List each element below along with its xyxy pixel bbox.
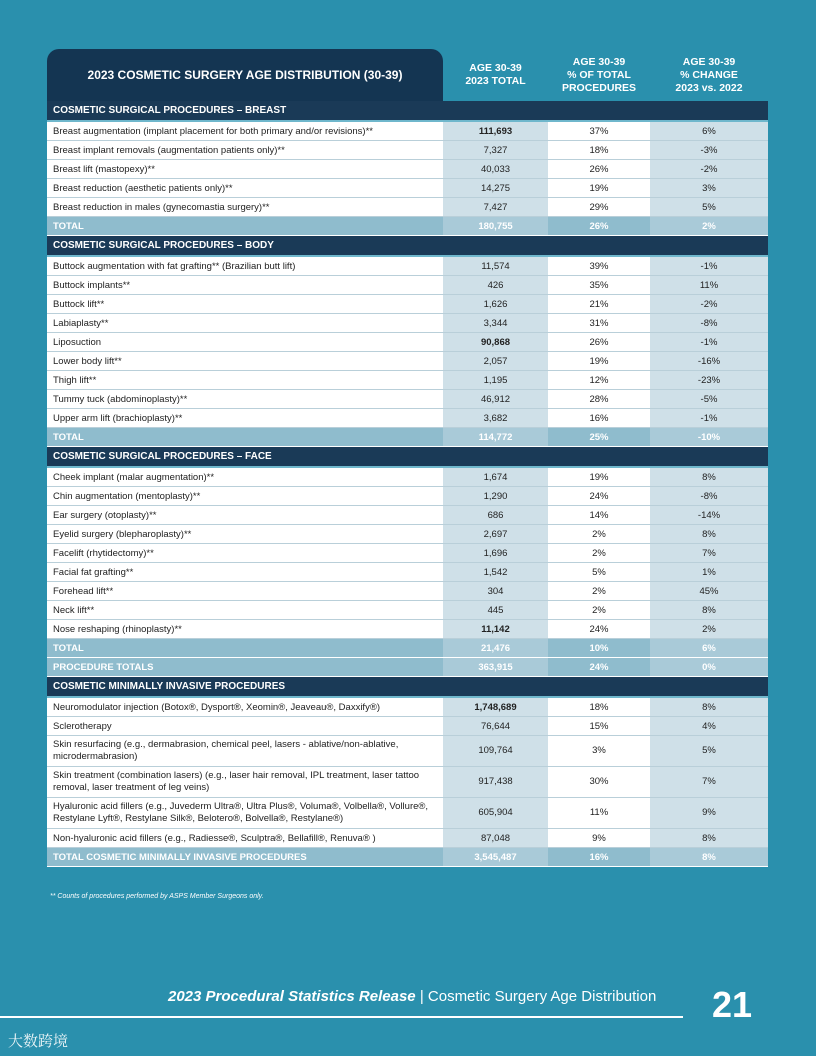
total-value: 180,755 <box>443 217 548 236</box>
pct-change-value: 6% <box>650 122 768 141</box>
procedure-name: Skin resurfacing (e.g., dermabrasion, chemical peel, lasers - ablative/non-ablative, microdermabrasion) <box>47 736 443 767</box>
procedure-name: Breast lift (mastopexy)** <box>47 160 443 179</box>
footer-rule <box>0 1016 683 1018</box>
section-title: COSMETIC SURGICAL PROCEDURES – BODY <box>47 236 768 257</box>
pct-of-total-value: 30% <box>548 767 650 798</box>
total-value: 21,476 <box>443 639 548 658</box>
pct-of-total-value: 16% <box>548 848 650 867</box>
procedure-name: Thigh lift** <box>47 371 443 390</box>
table-row <box>47 314 768 333</box>
total-value: 363,915 <box>443 658 548 677</box>
watermark-logo: 大数跨境 <box>8 1033 69 1050</box>
procedure-name: Breast reduction (aesthetic patients only)** <box>47 179 443 198</box>
pct-change-value: -2% <box>650 160 768 179</box>
procedure-name: Buttock lift** <box>47 295 443 314</box>
total-value: 1,696 <box>443 544 548 563</box>
total-row <box>47 639 768 658</box>
footer-separator: | <box>419 988 424 1005</box>
pct-of-total-value: 2% <box>548 601 650 620</box>
pct-change-value: 1% <box>650 563 768 582</box>
pct-of-total-value: 19% <box>548 179 650 198</box>
pct-change-value: -23% <box>650 371 768 390</box>
table-body <box>47 101 768 867</box>
pct-of-total-value: 9% <box>548 829 650 848</box>
total-value: 3,545,487 <box>443 848 548 867</box>
total-value: 114,772 <box>443 428 548 447</box>
footer-subtitle: Cosmetic Surgery Age Distribution <box>427 988 657 1005</box>
procedure-name: Neuromodulator injection (Botox®, Dysport®, Xeomin®, Jeaveau®, Daxxify®) <box>47 698 443 717</box>
pct-of-total-value: 35% <box>548 276 650 295</box>
table-row <box>47 525 768 544</box>
pct-of-total-value: 24% <box>548 487 650 506</box>
total-value: 2,057 <box>443 352 548 371</box>
total-value: 111,693 <box>443 122 548 141</box>
table-row <box>47 582 768 601</box>
pct-change-value: -3% <box>650 141 768 160</box>
procedure-name: Liposuction <box>47 333 443 352</box>
procedure-name: Neck lift** <box>47 601 443 620</box>
total-value: 46,912 <box>443 390 548 409</box>
table-row <box>47 698 768 717</box>
pct-change-value: 6% <box>650 639 768 658</box>
total-label: TOTAL COSMETIC MINIMALLY INVASIVE PROCEDURES <box>47 848 443 867</box>
table-row <box>47 544 768 563</box>
total-value: 2,697 <box>443 525 548 544</box>
table-title: 2023 COSMETIC SURGERY AGE DISTRIBUTION (30-39) <box>47 49 443 101</box>
table-row <box>47 829 768 848</box>
pct-of-total-value: 28% <box>548 390 650 409</box>
pct-of-total-value: 5% <box>548 563 650 582</box>
table-row <box>47 390 768 409</box>
table-row <box>47 333 768 352</box>
table-row <box>47 798 768 829</box>
pct-of-total-value: 14% <box>548 506 650 525</box>
pct-of-total-value: 16% <box>548 409 650 428</box>
pct-change-value: -10% <box>650 428 768 447</box>
total-value: 917,438 <box>443 767 548 798</box>
pct-change-value: -5% <box>650 390 768 409</box>
pct-change-value: 5% <box>650 736 768 767</box>
col-header-pct-change: AGE 30-39 % CHANGE 2023 vs. 2022 <box>650 49 768 101</box>
col-header-pct-of-total: AGE 30-39 % OF TOTAL PROCEDURES <box>548 49 650 101</box>
pct-of-total-value: 26% <box>548 217 650 236</box>
procedure-name: Cheek implant (malar augmentation)** <box>47 468 443 487</box>
table-row <box>47 601 768 620</box>
total-value: 445 <box>443 601 548 620</box>
pct-of-total-value: 29% <box>548 198 650 217</box>
total-value: 7,427 <box>443 198 548 217</box>
footnote: ** Counts of procedures performed by ASPS Member Surgeons only. <box>50 893 264 900</box>
pct-of-total-value: 31% <box>548 314 650 333</box>
total-value: 3,344 <box>443 314 548 333</box>
col-header-total: AGE 30-39 2023 TOTAL <box>443 49 548 101</box>
table-row <box>47 257 768 276</box>
total-value: 1,626 <box>443 295 548 314</box>
total-value: 109,764 <box>443 736 548 767</box>
procedure-name: Skin treatment (combination lasers) (e.g., laser hair removal, IPL treatment, laser tattoo removal, laser treatment of leg veins) <box>47 767 443 798</box>
pct-change-value: -1% <box>650 333 768 352</box>
pct-of-total-value: 19% <box>548 352 650 371</box>
table-row <box>47 122 768 141</box>
total-value: 686 <box>443 506 548 525</box>
table-row <box>47 179 768 198</box>
table-row <box>47 620 768 639</box>
pct-of-total-value: 10% <box>548 639 650 658</box>
pct-change-value: 7% <box>650 544 768 563</box>
total-label: PROCEDURE TOTALS <box>47 658 443 677</box>
total-value: 11,142 <box>443 620 548 639</box>
table-row <box>47 563 768 582</box>
total-value: 605,904 <box>443 798 548 829</box>
pct-change-value: 4% <box>650 717 768 736</box>
procedure-name: Upper arm lift (brachioplasty)** <box>47 409 443 428</box>
pct-of-total-value: 2% <box>548 525 650 544</box>
table-row <box>47 717 768 736</box>
table-row <box>47 767 768 798</box>
pct-change-value: -14% <box>650 506 768 525</box>
total-value: 3,682 <box>443 409 548 428</box>
section-title: COSMETIC MINIMALLY INVASIVE PROCEDURES <box>47 677 768 698</box>
section-header <box>47 236 768 257</box>
total-row <box>47 217 768 236</box>
footer-text <box>168 988 656 1005</box>
procedure-name: Tummy tuck (abdominoplasty)** <box>47 390 443 409</box>
table-row <box>47 409 768 428</box>
pct-change-value: 8% <box>650 698 768 717</box>
section-header <box>47 677 768 698</box>
total-row <box>47 428 768 447</box>
pct-of-total-value: 2% <box>548 582 650 601</box>
total-value: 90,868 <box>443 333 548 352</box>
pct-change-value: 2% <box>650 217 768 236</box>
procedure-name: Labiaplasty** <box>47 314 443 333</box>
pct-of-total-value: 3% <box>548 736 650 767</box>
section-header <box>47 101 768 122</box>
procedure-name: Nose reshaping (rhinoplasty)** <box>47 620 443 639</box>
total-value: 1,542 <box>443 563 548 582</box>
pct-change-value: 45% <box>650 582 768 601</box>
total-value: 14,275 <box>443 179 548 198</box>
pct-of-total-value: 25% <box>548 428 650 447</box>
pct-of-total-value: 26% <box>548 333 650 352</box>
table-row <box>47 506 768 525</box>
pct-change-value: 5% <box>650 198 768 217</box>
total-value: 76,644 <box>443 717 548 736</box>
procedure-name: Hyaluronic acid fillers (e.g., Juvederm Ultra®, Ultra Plus®, Voluma®, Volbella®, Vollure®, Restylane Lyft®, Restylane Silk®, Belotero®, Bolvella®, Restylane®) <box>47 798 443 829</box>
table-row <box>47 276 768 295</box>
procedure-name: Sclerotherapy <box>47 717 443 736</box>
total-value: 87,048 <box>443 829 548 848</box>
pct-of-total-value: 21% <box>548 295 650 314</box>
pct-of-total-value: 18% <box>548 141 650 160</box>
total-value: 11,574 <box>443 257 548 276</box>
total-label: TOTAL <box>47 428 443 447</box>
pct-change-value: 3% <box>650 179 768 198</box>
procedure-name: Breast augmentation (implant placement for both primary and/or revisions)** <box>47 122 443 141</box>
procedure-name: Non-hyaluronic acid fillers (e.g., Radiesse®, Sculptra®, Bellafill®, Renuva® ) <box>47 829 443 848</box>
pct-change-value: 8% <box>650 601 768 620</box>
table-row <box>47 160 768 179</box>
pct-change-value: 11% <box>650 276 768 295</box>
table-row <box>47 468 768 487</box>
procedure-name: Ear surgery (otoplasty)** <box>47 506 443 525</box>
pct-change-value: 8% <box>650 468 768 487</box>
page-number: 21 <box>712 984 753 1025</box>
pct-of-total-value: 24% <box>548 620 650 639</box>
pct-of-total-value: 11% <box>548 798 650 829</box>
table-row <box>47 295 768 314</box>
procedure-name: Chin augmentation (mentoplasty)** <box>47 487 443 506</box>
total-value: 1,674 <box>443 468 548 487</box>
pct-change-value: -8% <box>650 487 768 506</box>
procedure-name: Buttock augmentation with fat grafting** (Brazilian butt lift) <box>47 257 443 276</box>
total-value: 304 <box>443 582 548 601</box>
pct-change-value: 8% <box>650 525 768 544</box>
pct-change-value: 0% <box>650 658 768 677</box>
pct-change-value: 8% <box>650 848 768 867</box>
pct-of-total-value: 19% <box>548 468 650 487</box>
total-value: 7,327 <box>443 141 548 160</box>
procedure-name: Buttock implants** <box>47 276 443 295</box>
pct-change-value: 2% <box>650 620 768 639</box>
total-row <box>47 658 768 677</box>
table-row <box>47 198 768 217</box>
procedure-name: Forehead lift** <box>47 582 443 601</box>
pct-of-total-value: 24% <box>548 658 650 677</box>
pct-change-value: -2% <box>650 295 768 314</box>
section-header <box>47 447 768 468</box>
table-row <box>47 736 768 767</box>
total-value: 1,195 <box>443 371 548 390</box>
pct-change-value: 9% <box>650 798 768 829</box>
section-title: COSMETIC SURGICAL PROCEDURES – FACE <box>47 447 768 468</box>
table-row <box>47 371 768 390</box>
footer-release: 2023 Procedural Statistics Release <box>168 988 416 1005</box>
procedure-name: Eyelid surgery (blepharoplasty)** <box>47 525 443 544</box>
section-title: COSMETIC SURGICAL PROCEDURES – BREAST <box>47 101 768 122</box>
table-row <box>47 141 768 160</box>
total-value: 426 <box>443 276 548 295</box>
total-label: TOTAL <box>47 639 443 658</box>
pct-of-total-value: 2% <box>548 544 650 563</box>
pct-of-total-value: 15% <box>548 717 650 736</box>
pct-change-value: -1% <box>650 257 768 276</box>
procedure-name: Facelift (rhytidectomy)** <box>47 544 443 563</box>
pct-of-total-value: 18% <box>548 698 650 717</box>
age-distribution-table <box>47 49 768 867</box>
total-label: TOTAL <box>47 217 443 236</box>
procedure-name: Breast reduction in males (gynecomastia surgery)** <box>47 198 443 217</box>
pct-change-value: -16% <box>650 352 768 371</box>
pct-change-value: 8% <box>650 829 768 848</box>
total-value: 1,290 <box>443 487 548 506</box>
procedure-name: Breast implant removals (augmentation patients only)** <box>47 141 443 160</box>
total-value: 40,033 <box>443 160 548 179</box>
pct-change-value: 7% <box>650 767 768 798</box>
pct-change-value: -8% <box>650 314 768 333</box>
table-row <box>47 352 768 371</box>
pct-of-total-value: 37% <box>548 122 650 141</box>
pct-of-total-value: 12% <box>548 371 650 390</box>
pct-change-value: -1% <box>650 409 768 428</box>
total-row <box>47 848 768 867</box>
total-value: 1,748,689 <box>443 698 548 717</box>
procedure-name: Facial fat grafting** <box>47 563 443 582</box>
pct-of-total-value: 26% <box>548 160 650 179</box>
table-row <box>47 487 768 506</box>
procedure-name: Lower body lift** <box>47 352 443 371</box>
pct-of-total-value: 39% <box>548 257 650 276</box>
